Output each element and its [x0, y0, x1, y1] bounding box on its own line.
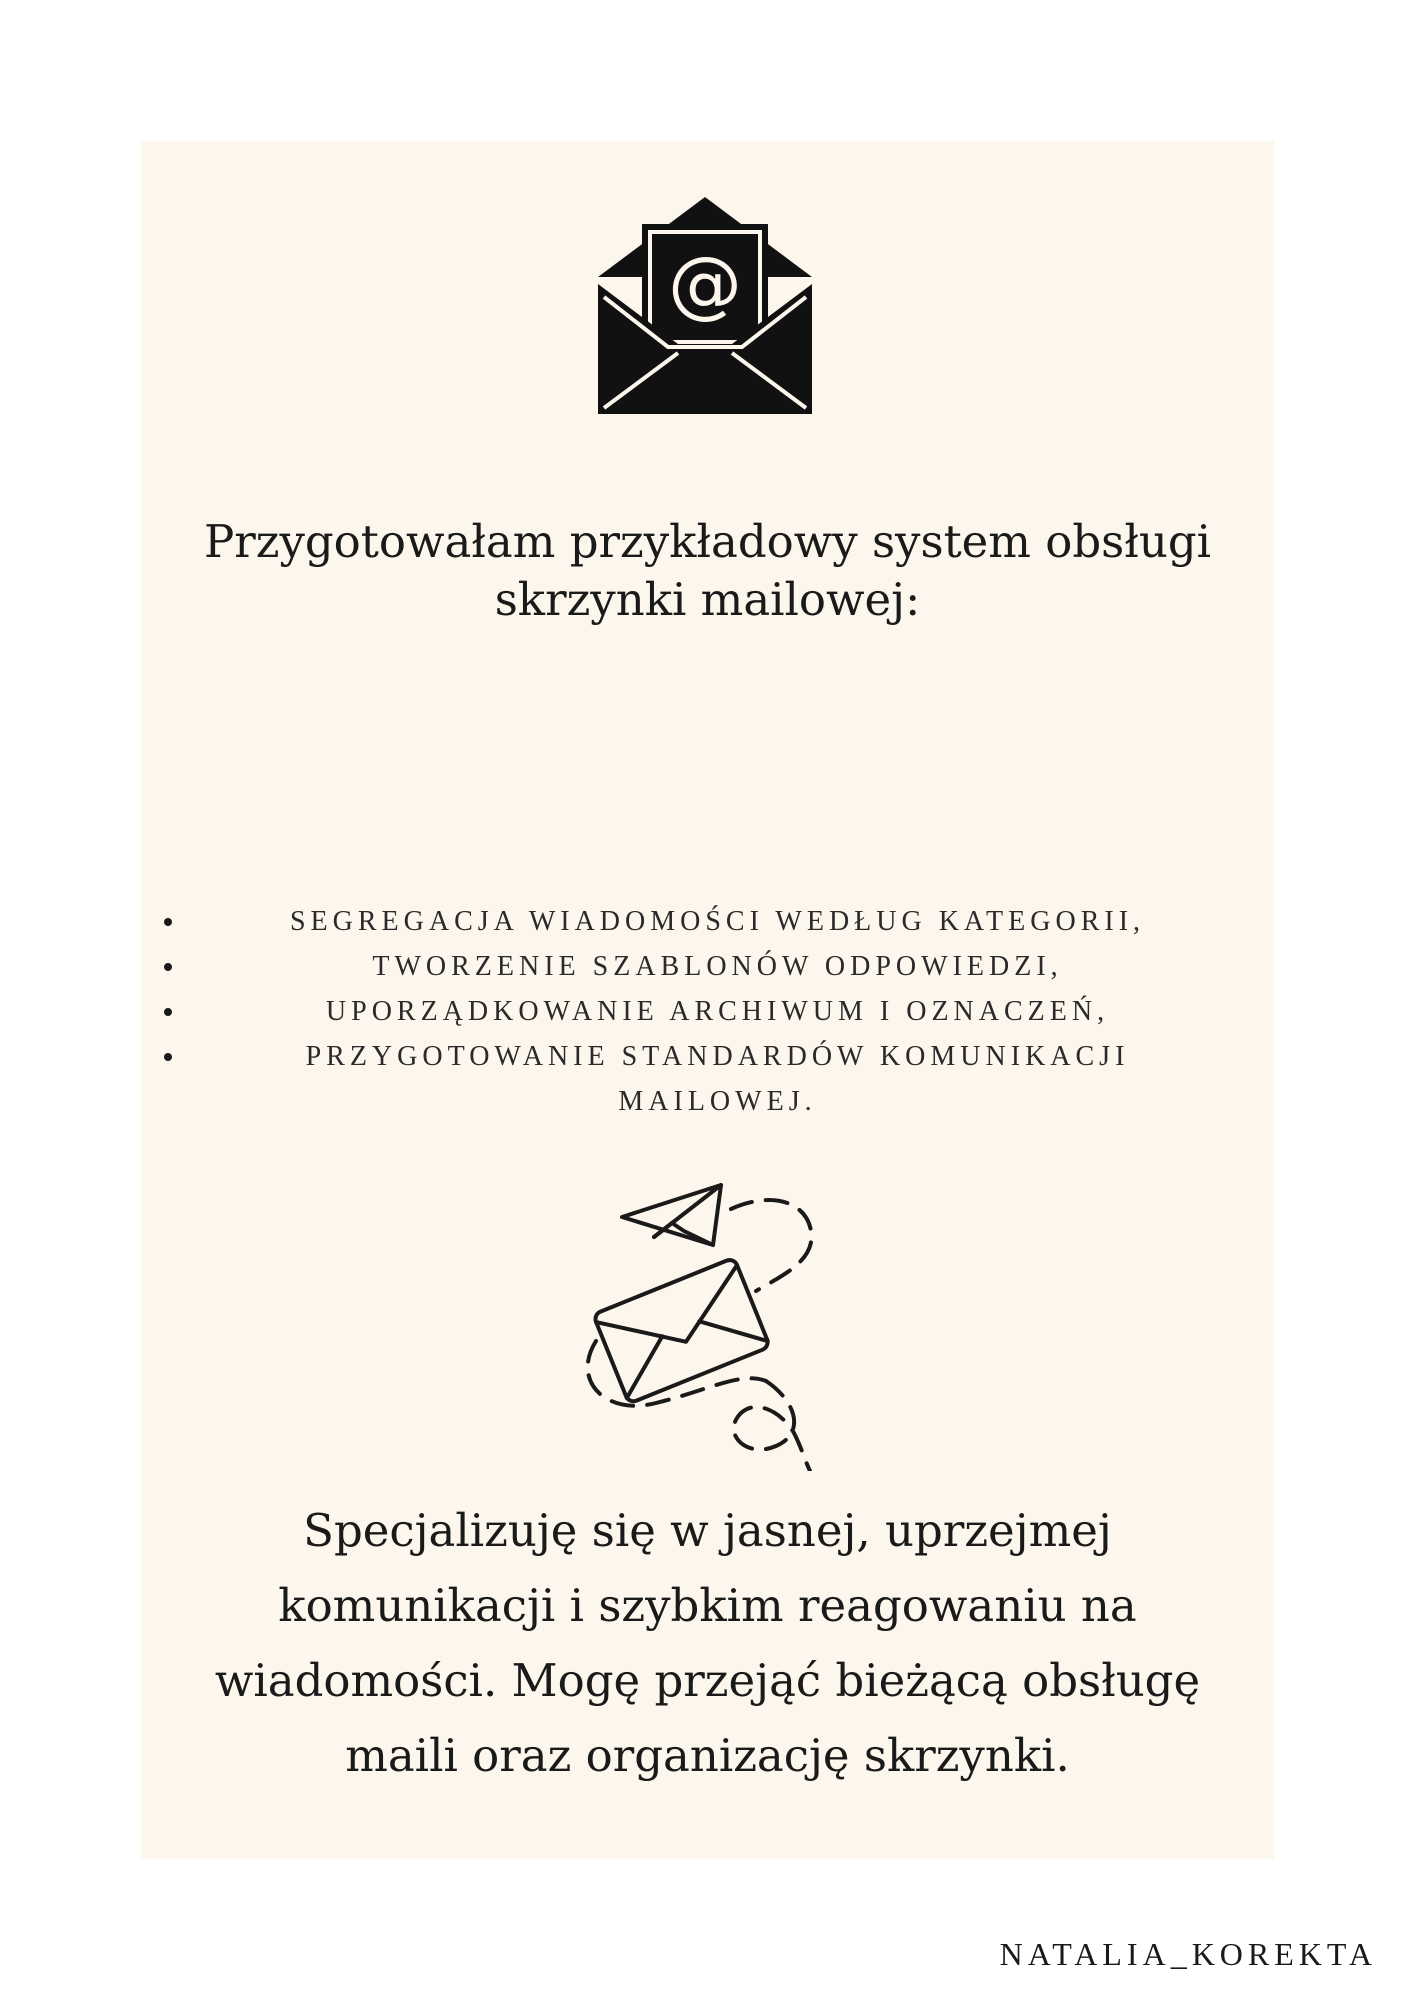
author-signature: NATALIA_KOREKTA	[999, 1936, 1377, 1972]
closing-statement	[141, 1493, 1274, 1793]
bullet-icon	[164, 963, 172, 971]
list-item-text: UPORZĄDKOWANIE ARCHIWUM I OZNACZEŃ,	[325, 996, 1110, 1027]
bullet-icon	[164, 1008, 172, 1016]
svg-text:@: @	[668, 241, 742, 327]
envelope-at-icon	[598, 197, 812, 414]
closing-line: Specjalizuję się w jasnej, uprzejmej	[303, 1504, 1112, 1557]
headline-line: Przygotowałam przykładowy system obsługi	[203, 515, 1212, 568]
content-card	[141, 141, 1274, 1859]
closing-line: komunikacji i szybkim reagowaniu na	[278, 1579, 1137, 1632]
list-item-text: TWORZENIE SZABLONÓW ODPOWIEDZI,	[372, 951, 1063, 982]
headline-line: skrzynki mailowej:	[494, 573, 921, 626]
list-item	[141, 944, 1274, 989]
list-item	[141, 1034, 1274, 1124]
bullet-icon	[164, 918, 172, 926]
list-item-text: SEGREGACJA WIADOMOŚCI WEDŁUG KATEGORII,	[289, 906, 1146, 937]
bullet-icon	[164, 1053, 172, 1061]
closing-line: maili oraz organizację skrzynki.	[345, 1729, 1070, 1782]
closing-line: wiadomości. Mogę przejąć bieżącą obsługę	[214, 1654, 1201, 1707]
list-item	[141, 989, 1274, 1034]
bullet-list	[141, 899, 1274, 1124]
paper-plane-envelope-icon	[566, 1171, 866, 1471]
list-item-text: PRZYGOTOWANIE STANDARDÓW KOMUNIKACJI MAILOWEJ.	[305, 1041, 1130, 1117]
headline	[141, 513, 1274, 629]
list-item	[141, 899, 1274, 944]
